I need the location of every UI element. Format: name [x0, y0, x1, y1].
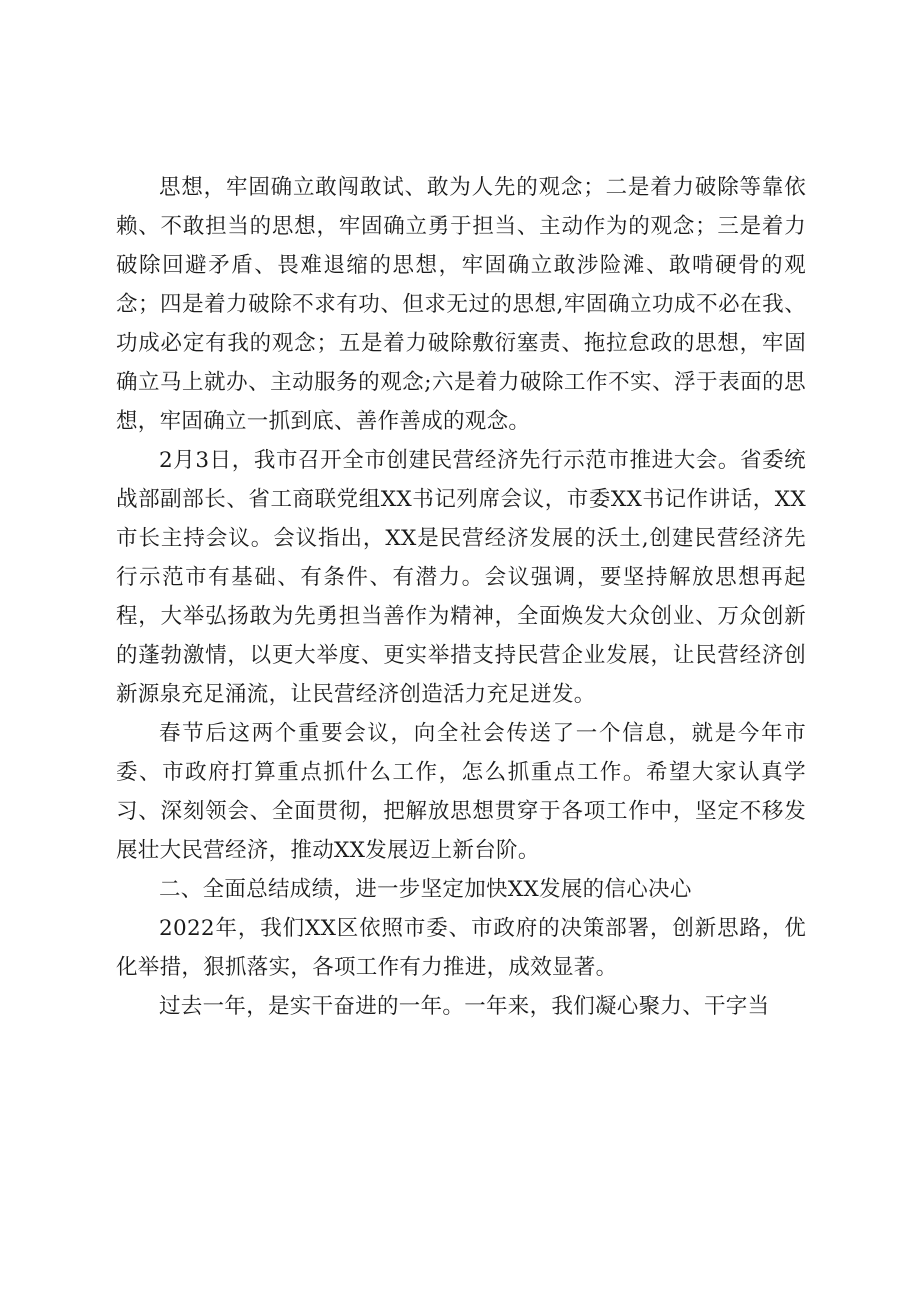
paragraph-2: 2月3日，我市召开全市创建民营经济先行示范市推进大会。省委统战部副部长、省工商联党组XX书记列席会议，市委XX书记作讲话，XX市长主持会议。会议指出，XX是民营经济发展的沃土,创建民营经济先行示范市有基础、有条件、有潜力。会议强调，要坚持解放思想再起程，大举弘扬敢为先勇担当善作为精神，全面焕发大众创业、万众创新的蓬勃激情，以更大举度、更实举措支持民营企业发展，让民营经济创新源泉充足涌流，让民营经济创造活力充足迸发。 — [116, 448, 806, 707]
paragraph-4: 2022年，我们XX区依照市委、市政府的决策部署，创新思路，优化举措，狠抓落实，各项工作有力推进，成效显著。 — [116, 916, 806, 980]
section-heading: 二、全面总结成绩，进一步坚定加快XX发展的信心决心 — [159, 877, 692, 902]
paragraph-3: 春节后这两个重要会议，向全社会传送了一个信息，就是今年市委、市政府打算重点抓什么工作，怎么抓重点工作。希望大家认真学习、深刻领会、全面贯彻，把解放思想贯穿于各项工作中，坚定不移发展壮大民营经济，推动XX发展迈上新台阶。 — [116, 721, 806, 863]
paragraph-5: 过去一年，是实干奋进的一年。一年来，我们凝心聚力、干字当 — [159, 994, 770, 1019]
document-body — [116, 168, 806, 1026]
paragraph-1: 思想，牢固确立敢闯敢试、敢为人先的观念；二是着力破除等靠依赖、不敢担当的思想，牢固确立勇于担当、主动作为的观念；三是着力破除回避矛盾、畏难退缩的思想，牢固确立敢涉险滩、敢啃硬骨的观念；四是着力破除不求有功、但求无过的思想,牢固确立功成不必在我、功成必定有我的观念；五是着力破除敷衍塞责、拖拉怠政的思想，牢固确立马上就办、主动服务的观念;六是着力破除工作不实、浮于表面的思想，牢固确立一抓到底、善作善成的观念。 — [116, 175, 806, 434]
